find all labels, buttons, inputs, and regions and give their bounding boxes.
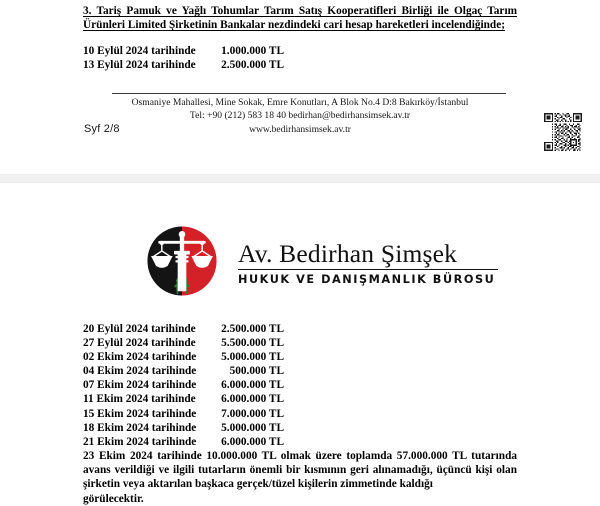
footer-address: Osmaniye Mahallesi, Mine Sokak, Emre Konutları, A Blok No.4 D:8 Bakırköy/İstanbul [131, 97, 469, 108]
list-item [83, 378, 517, 392]
list-item [83, 421, 517, 435]
entry-date: 10 Eylül 2024 tarihinde [83, 45, 196, 57]
entry-date: 04 Ekim 2024 tarihinde [83, 365, 197, 378]
entry-amount: 2.500.000 TL [221, 323, 284, 335]
closing-paragraph [83, 449, 517, 506]
lower-entry-list-wrap [83, 322, 517, 449]
heading-block [83, 4, 517, 32]
page-break-gap [0, 174, 600, 183]
wordmark-divider [238, 269, 498, 270]
upper-entry-list-wrap [83, 44, 517, 72]
entry-amount: 5.500.000 TL [221, 337, 284, 350]
entry-amount: 500.000 TL [229, 365, 284, 378]
footer-divider [112, 93, 506, 94]
footer-contact-block [83, 96, 517, 136]
firm-name: Av. Bedirhan Şimşek [238, 238, 458, 268]
entry-amount: 5.000.000 TL [221, 421, 284, 434]
document-page-upper [0, 0, 600, 175]
entry-amount: 7.000.000 TL [221, 407, 284, 420]
list-item [83, 44, 517, 58]
list-item [83, 336, 517, 350]
letterhead [0, 225, 600, 311]
entry-date: 18 Ekim 2024 tarihinde [83, 421, 197, 434]
wordmark [238, 237, 498, 286]
entry-date: 27 Eylül 2024 tarihinde [83, 337, 196, 350]
list-item [83, 322, 517, 336]
list-item [83, 435, 517, 449]
entry-amount: 5.000.000 TL [221, 351, 284, 364]
entry-date: 07 Ekim 2024 tarihinde [83, 379, 197, 392]
closing-block [83, 449, 517, 506]
entry-amount: 6.000.000 TL [221, 393, 284, 406]
list-item [83, 407, 517, 421]
entry-amount: 2.500.000 TL [221, 59, 284, 72]
heading-paragraph: 3. Tariş Pamuk ve Yağlı Tohumlar Tarım Satış Kooperatifleri Birliği ile Olgaç Tarım Ürünleri Limited Şirketinin Bankalar nezdindeki cari hesap hareketleri incelendiğinde; [83, 5, 517, 32]
page-number-label: Syf 2/8 [84, 123, 120, 135]
entry-date: 21 Ekim 2024 tarihinde [83, 435, 197, 448]
entry-date: 20 Eylül 2024 tarihinde [83, 323, 196, 335]
list-item [83, 350, 517, 364]
logo-row [146, 225, 498, 297]
entry-amount: 6.000.000 TL [221, 435, 284, 448]
lower-entry-list [83, 322, 517, 449]
qr-code [544, 113, 582, 151]
list-item [83, 364, 517, 378]
firm-subtitle: HUKUK VE DANIŞMANLIK BÜROSU [238, 271, 496, 286]
entry-date: 13 Eylül 2024 tarihinde [83, 59, 196, 72]
upper-entry-list [83, 44, 517, 72]
entry-amount: 6.000.000 TL [221, 379, 284, 392]
list-item [83, 58, 517, 72]
list-item [83, 392, 517, 406]
scales-of-justice-logo-icon [146, 225, 218, 297]
entry-date: 02 Ekim 2024 tarihinde [83, 351, 197, 364]
closing-paragraph-text: 23 Ekim 2024 tarihinde 10.000.000 TL olmak üzere toplamda 57.000.000 TL tutarında avans verildiği ve ilgili tutarların önemli bir kısmının geri alınamadığı, üçüncü kişi olan şirketin veya aktarılan başkaca gerçek/tüzel kişilerin zimmetinde kaldığı [83, 450, 517, 491]
entry-amount: 1.000.000 TL [221, 45, 284, 57]
document-page-lower [0, 183, 600, 503]
footer-website: www.bedirhansimsek.av.tr [249, 123, 351, 135]
entry-date: 15 Ekim 2024 tarihinde [83, 407, 197, 420]
footer-contact: Tel: +90 (212) 583 18 40 bedirhan@bedirhansimsek.av.tr [189, 110, 411, 122]
closing-paragraph-lastline: görülecektir. [83, 492, 144, 505]
entry-date: 11 Ekim 2024 tarihinde [83, 393, 196, 406]
